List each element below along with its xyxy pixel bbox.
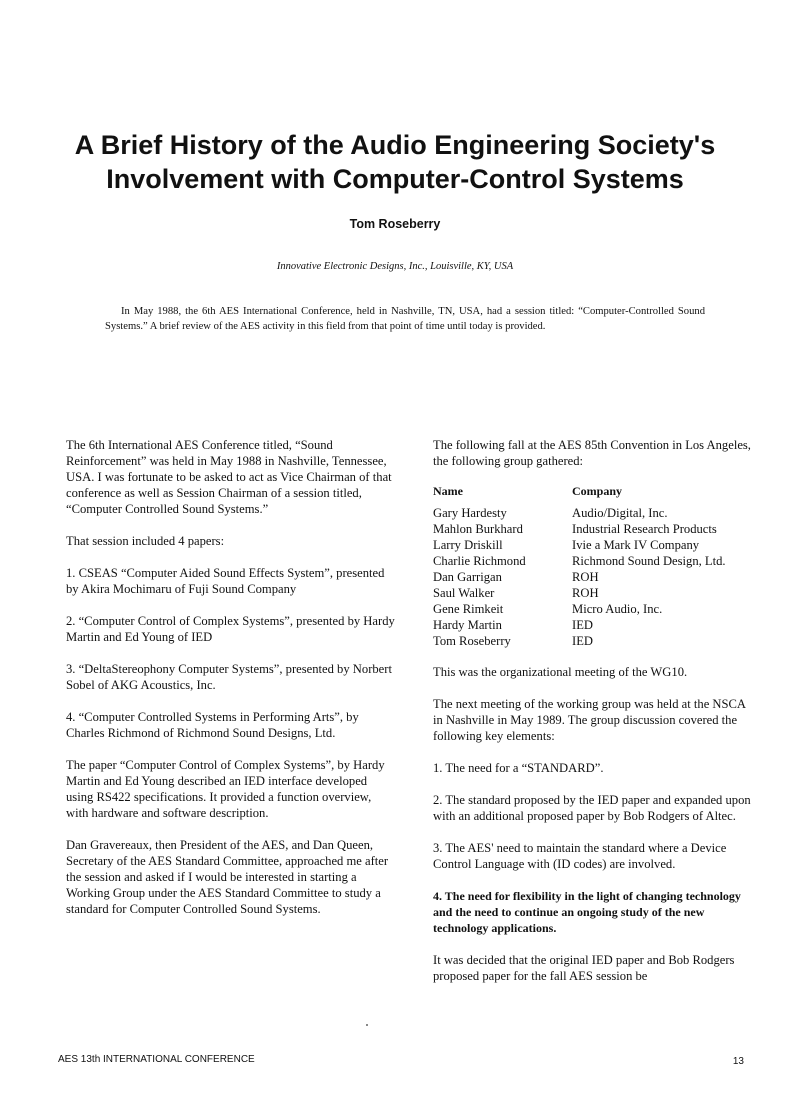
left-paragraph: The paper “Computer Control of Complex Systems”, by Hardy Martin and Ed Young described an IED interface developed using RS422 specifications. It provided a function overview, with hardware and software description. <box>66 758 385 820</box>
table-row <box>433 537 726 553</box>
author-name: Tom Roseberry <box>349 217 441 231</box>
cell-name: Larry Driskill <box>433 538 503 552</box>
left-paragraph: 2. “Computer Control of Complex Systems”, presented by Hardy Martin and Ed Young of IED <box>66 614 395 644</box>
cell-name: Charlie Richmond <box>433 554 526 568</box>
title-line-1: A Brief History of the Audio Engineering Society's <box>74 130 716 160</box>
list-item: 4. The need for flexibility in the light of changing technology and the need to continue an ongoing study of the new technology applications. <box>433 889 741 935</box>
left-paragraph: The 6th International AES Conference titled, “Sound Reinforcement” was held in May 1988 in Nashville, Tennessee, USA. I was fortunate to be asked to act as Vice Chairman of that conference as well as Session Chairman of a session titled, “Computer Controlled Sound Systems.” <box>66 438 392 516</box>
cell-company: IED <box>572 634 593 648</box>
abstract: In May 1988, the 6th AES International Conference, held in Nashville, TN, USA, had a session titled: “Computer-Controlled Sound Systems.” A brief review of the AES activity in this field from that point of time until today is provided. <box>105 306 705 332</box>
cell-company: ROH <box>572 586 599 600</box>
list-item: 2. The standard proposed by the IED paper and expanded upon with an additional proposed paper by Bob Rodgers of Altec. <box>433 793 751 823</box>
right-paragraph: The next meeting of the working group was held at the NSCA in Nashville in May 1989. The group discussion covered the following key elements: <box>433 697 746 743</box>
title-line-2: Involvement with Computer-Control Systems <box>106 164 684 194</box>
right-paragraph: It was decided that the original IED paper and Bob Rodgers proposed paper for the fall AES session be <box>433 953 735 983</box>
table-row <box>433 617 726 633</box>
cell-company: Micro Audio, Inc. <box>572 602 663 616</box>
author-affiliation: Innovative Electronic Designs, Inc., Louisville, KY, USA <box>276 261 514 272</box>
footer-conference: AES 13th INTERNATIONAL CONFERENCE <box>58 1054 255 1065</box>
attendee-table <box>433 483 726 649</box>
table-header-row <box>433 483 726 505</box>
right-intro: The following fall at the AES 85th Convention in Los Angeles, the following group gathered: <box>433 438 751 468</box>
table-row <box>433 585 726 601</box>
right-column <box>433 437 753 1000</box>
cell-company: IED <box>572 618 593 632</box>
cell-company: Richmond Sound Design, Ltd. <box>572 554 726 568</box>
cell-name: Gary Hardesty <box>433 506 507 520</box>
cell-name: Saul Walker <box>433 586 495 600</box>
cell-name: Gene Rimkeit <box>433 602 504 616</box>
right-paragraph: This was the organizational meeting of the WG10. <box>433 665 688 679</box>
table-row <box>433 521 726 537</box>
cell-name: Tom Roseberry <box>433 634 511 648</box>
left-paragraph: Dan Gravereaux, then President of the AES, and Dan Queen, Secretary of the AES Standard Committee, approached me after the session and asked if I would be interested in starting a Working Group under the AES Standard Committee to study a standard for Computer Controlled Sound Systems. <box>66 838 389 916</box>
table-row <box>433 505 726 521</box>
list-item: 3. The AES' need to maintain the standard where a Device Control Language with (ID codes) are involved. <box>433 841 727 871</box>
page-number: 13 <box>732 1056 744 1067</box>
column-header-name: Name <box>433 484 463 498</box>
column-header-company: Company <box>572 484 623 498</box>
cell-name: Mahlon Burkhard <box>433 522 523 536</box>
cell-name: Dan Garrigan <box>433 570 502 584</box>
table-row <box>433 633 726 649</box>
left-column <box>66 437 396 933</box>
table-row <box>433 569 726 585</box>
cell-company: ROH <box>572 570 599 584</box>
left-paragraph: 3. “DeltaStereophony Computer Systems”, presented by Norbert Sobel of AKG Acoustics, Inc. <box>66 662 392 692</box>
left-paragraph: 1. CSEAS “Computer Aided Sound Effects System”, presented by Akira Mochimaru of Fuji Sound Company <box>66 566 385 596</box>
cell-company: Ivie a Mark IV Company <box>572 538 700 552</box>
left-paragraph: That session included 4 papers: <box>66 534 225 548</box>
table-row <box>433 553 726 569</box>
cell-company: Industrial Research Products <box>572 522 717 536</box>
scan-speck <box>366 1024 368 1026</box>
table-row <box>433 601 726 617</box>
paper-title <box>40 128 750 196</box>
left-paragraph: 4. “Computer Controlled Systems in Performing Arts”, by Charles Richmond of Richmond Sound Designs, Ltd. <box>66 710 359 740</box>
cell-company: Audio/Digital, Inc. <box>572 506 668 520</box>
list-item: 1. The need for a “STANDARD”. <box>433 761 604 775</box>
cell-name: Hardy Martin <box>433 618 502 632</box>
